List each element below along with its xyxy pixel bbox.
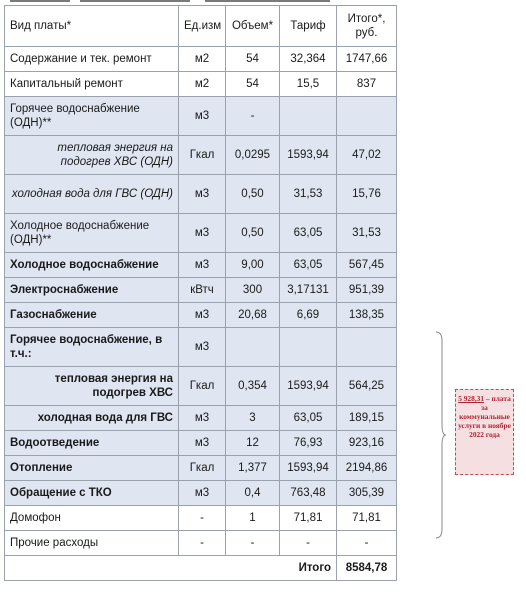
row-unit: м2 <box>179 72 226 97</box>
row-volume: 1 <box>226 506 280 531</box>
row-name: Горячее водоснабжение, в т.ч.: <box>5 328 179 367</box>
row-tariff: 3,17131 <box>280 278 337 303</box>
table-row <box>5 214 397 253</box>
row-unit: м3 <box>179 214 226 253</box>
table-header-row <box>5 6 397 47</box>
row-unit: м3 <box>179 406 226 431</box>
row-name: Газоснабжение <box>5 303 179 328</box>
header-unit: Ед.изм <box>179 6 226 47</box>
note-text: – плата за коммунальные услуги в ноябре 2022 года <box>458 394 511 439</box>
row-volume: 0,0295 <box>226 136 280 175</box>
row-name: Содержание и тек. ремонт <box>5 47 179 72</box>
row-unit: - <box>179 506 226 531</box>
utility-bill-table <box>4 5 397 581</box>
row-name: Капитальный ремонт <box>5 72 179 97</box>
row-unit: м3 <box>179 481 226 506</box>
row-total: 189,15 <box>337 406 397 431</box>
row-volume: 3 <box>226 406 280 431</box>
table-row <box>5 531 397 556</box>
row-volume: 300 <box>226 278 280 303</box>
row-unit: м3 <box>179 253 226 278</box>
row-total: 138,35 <box>337 303 397 328</box>
row-volume: - <box>226 531 280 556</box>
row-total <box>337 97 397 136</box>
row-unit: м3 <box>179 431 226 456</box>
row-name: тепловая энергия на подогрев ХВС <box>5 367 179 406</box>
row-total: 47,02 <box>337 136 397 175</box>
table-row <box>5 328 397 367</box>
row-tariff: - <box>280 531 337 556</box>
curly-brace-icon <box>434 331 446 539</box>
table-row <box>5 136 397 175</box>
table-row <box>5 72 397 97</box>
cropped-text-fragment <box>80 0 190 2</box>
row-volume: 0,50 <box>226 175 280 214</box>
row-unit: м3 <box>179 328 226 367</box>
row-volume <box>226 328 280 367</box>
row-tariff: 63,05 <box>280 214 337 253</box>
row-name: тепловая энергия на подогрев ХВС (ОДН) <box>5 136 179 175</box>
table-row <box>5 303 397 328</box>
row-tariff: 71,81 <box>280 506 337 531</box>
row-name: Горячее водоснабжение (ОДН)** <box>5 97 179 136</box>
row-tariff: 1593,94 <box>280 456 337 481</box>
row-unit: м3 <box>179 175 226 214</box>
row-name: холодная вода для ГВС (ОДН) <box>5 175 179 214</box>
total-row <box>5 556 397 581</box>
row-unit: - <box>179 531 226 556</box>
row-tariff: 31,53 <box>280 175 337 214</box>
table-row <box>5 406 397 431</box>
row-total: - <box>337 531 397 556</box>
row-name: Домофон <box>5 506 179 531</box>
row-unit: м2 <box>179 47 226 72</box>
row-volume: 9,00 <box>226 253 280 278</box>
row-total: 923,16 <box>337 431 397 456</box>
row-total: 951,39 <box>337 278 397 303</box>
header-volume: Объем* <box>226 6 280 47</box>
row-tariff: 15,5 <box>280 72 337 97</box>
header-total: Итого*, руб. <box>337 6 397 47</box>
header-payment-type: Вид платы* <box>5 6 179 47</box>
table-row <box>5 506 397 531</box>
row-unit: Гкал <box>179 456 226 481</box>
table-row <box>5 367 397 406</box>
table-row <box>5 97 397 136</box>
row-total: 71,81 <box>337 506 397 531</box>
row-name: Водоотведение <box>5 431 179 456</box>
row-total: 305,39 <box>337 481 397 506</box>
row-total: 564,25 <box>337 367 397 406</box>
table-row <box>5 47 397 72</box>
table-row <box>5 481 397 506</box>
row-tariff <box>280 328 337 367</box>
row-volume: 54 <box>226 72 280 97</box>
row-name: Электроснабжение <box>5 278 179 303</box>
row-tariff: 63,05 <box>280 406 337 431</box>
row-tariff: 1593,94 <box>280 136 337 175</box>
row-name: Холодное водоснабжение (ОДН)** <box>5 214 179 253</box>
row-tariff: 76,93 <box>280 431 337 456</box>
header-tariff: Тариф <box>280 6 337 47</box>
row-total: 15,76 <box>337 175 397 214</box>
row-total <box>337 328 397 367</box>
table-row <box>5 278 397 303</box>
row-volume: 12 <box>226 431 280 456</box>
row-name: Отопление <box>5 456 179 481</box>
row-tariff: 1593,94 <box>280 367 337 406</box>
table-row <box>5 456 397 481</box>
total-label: Итого <box>5 556 337 581</box>
row-name: Обращение с ТКО <box>5 481 179 506</box>
row-total: 2194,86 <box>337 456 397 481</box>
row-volume: 0,50 <box>226 214 280 253</box>
utilities-note-box <box>455 389 514 475</box>
row-tariff: 763,48 <box>280 481 337 506</box>
row-tariff <box>280 97 337 136</box>
row-unit: Гкал <box>179 367 226 406</box>
table-row <box>5 253 397 278</box>
table-row <box>5 431 397 456</box>
row-volume: 20,68 <box>226 303 280 328</box>
top-cropped-text <box>0 0 400 3</box>
row-unit: м3 <box>179 97 226 136</box>
row-tariff: 6,69 <box>280 303 337 328</box>
cropped-text-fragment <box>205 0 330 2</box>
table-row <box>5 175 397 214</box>
row-total: 31,53 <box>337 214 397 253</box>
row-name: Холодное водоснабжение <box>5 253 179 278</box>
row-volume: 1,377 <box>226 456 280 481</box>
cropped-text-fragment <box>10 0 70 2</box>
row-volume: 0,354 <box>226 367 280 406</box>
row-total: 837 <box>337 72 397 97</box>
row-tariff: 32,364 <box>280 47 337 72</box>
note-amount: 5 928,31 <box>458 394 485 403</box>
row-unit: кВтч <box>179 278 226 303</box>
total-value: 8584,78 <box>337 556 397 581</box>
row-name: Прочие расходы <box>5 531 179 556</box>
row-unit: Гкал <box>179 136 226 175</box>
row-total: 567,45 <box>337 253 397 278</box>
row-volume: 0,4 <box>226 481 280 506</box>
row-name: холодная вода для ГВС <box>5 406 179 431</box>
row-total: 1747,66 <box>337 47 397 72</box>
row-unit: м3 <box>179 303 226 328</box>
row-volume: - <box>226 97 280 136</box>
row-tariff: 63,05 <box>280 253 337 278</box>
row-volume: 54 <box>226 47 280 72</box>
